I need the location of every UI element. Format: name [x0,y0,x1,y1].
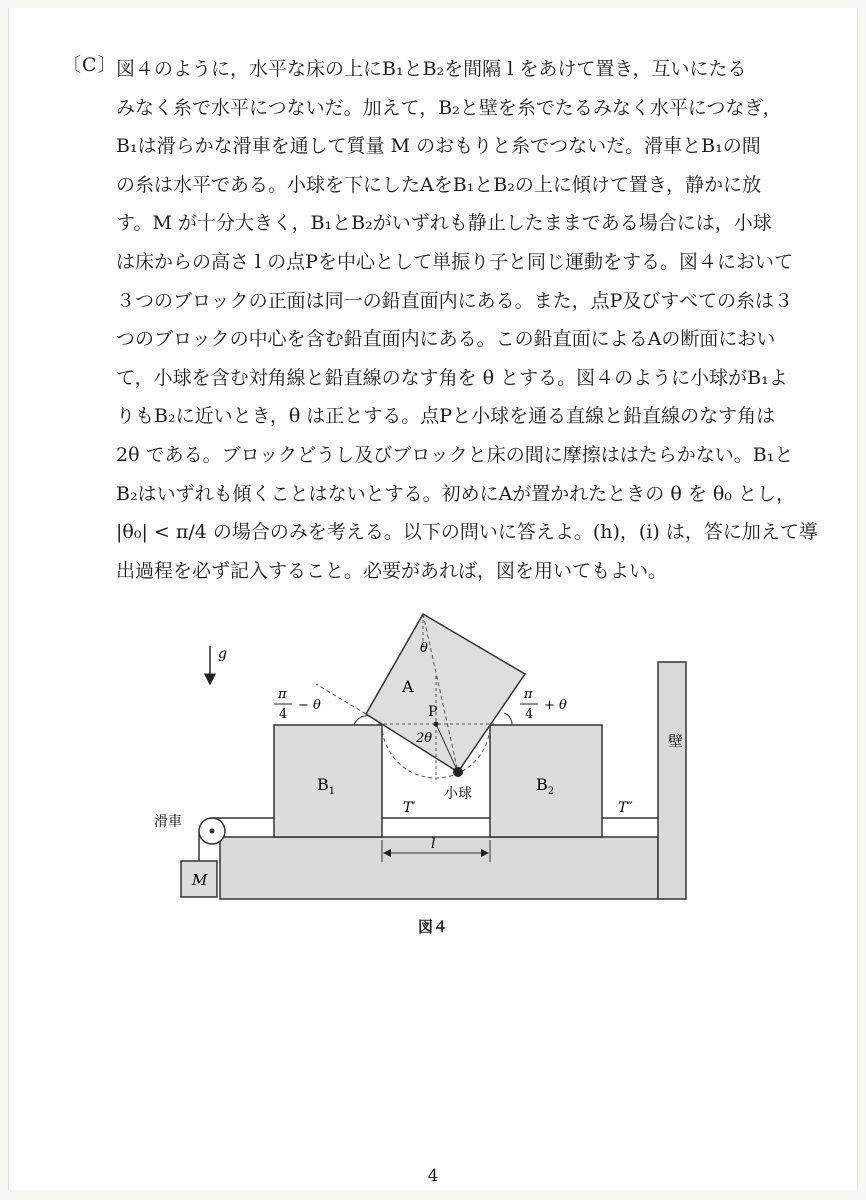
paragraph-line: つのブロックの中心を含む鉛直面内にある。この鉛直面によるAの断面におい [116,328,776,351]
angle-left-label [274,687,321,722]
pulley-axle [210,829,215,834]
paragraph-line: |θ₀| < π/4 の場合のみを考える。以下の問いに答えよ。(h)，(i) は，答に加えて導 [116,521,818,544]
paragraph-line: B₁は滑らかな滑車を通して質量 M のおもりと糸でつないだ。滑車とB₁の間 [116,135,761,158]
paragraph-line: は床からの高さ l の点Pを中心として単振り子と同じ運動をする。図４において [116,250,793,273]
wall [658,662,686,899]
ball-label: 小球 [444,786,472,802]
figure-caption: 図４ [417,918,448,936]
paragraph-line: 図４のように，水平な床の上にB₁とB₂を間隔 l をあけて置き，互いにたる [116,58,747,80]
point-p-label: P [428,704,438,720]
floor [220,837,658,899]
gap-label: l [431,836,436,852]
block-a-label: A [402,677,414,696]
angle-right-label [520,687,567,722]
svg-text:π: π [278,687,287,702]
svg-text:− θ: − θ [298,698,321,713]
svg-text:4: 4 [279,707,288,722]
paragraph-line: て，小球を含む対角線と鉛直線のなす角を θ とする。図４のように小球がB₁よ [116,366,788,389]
section-label: 〔C〕 [62,54,118,76]
paragraph-line: みなく糸で水平につないだ。加えて，B₂と壁を糸でたるみなく水平につなぎ， [116,96,782,119]
svg-text:+ θ: + θ [544,698,567,713]
wall-label: 壁 [668,732,684,750]
angle-right-arc [504,713,512,725]
edge-extension-line [316,684,366,714]
figure-4-diagram [148,612,708,912]
block-b1-label: $B_1$ [317,775,336,797]
paragraph-line: の糸は水平である。小球を下にしたAをB₁とB₂の上に傾けて置き，静かに放 [116,173,762,196]
paragraph-line: B₂はいずれも傾くことはないとする。初めにAが置かれたときの θ を θ₀ とし， [116,482,795,505]
paragraph-line: 出過程を必ず記入すること。必要があれば，図を用いてもよい。 [116,559,668,582]
page-number: 4 [427,1166,439,1186]
gravity-label: g [218,646,227,662]
svg-text:π: π [524,687,533,702]
mass-m-label: M [192,871,208,889]
paragraph-line: す。M が十分大きく，B₁とB₂がいずれも静止したままである場合には，小球 [116,212,772,235]
figure-4 [148,612,708,912]
paragraph-line: ３つのブロックの正面は同一の鉛直面内にある。また，点P及びすべての糸は３ [116,289,794,312]
paragraph-line: りもB₂に近いとき，θ は正とする。点Pと小球を通る直線と鉛直線のなす角は [116,405,776,428]
svg-text:4: 4 [525,707,534,722]
problem-paragraph [116,50,816,590]
point-p [434,722,439,727]
ball [453,767,463,777]
angle-2theta-label: 2θ [416,731,433,746]
pulley-label: 滑車 [154,814,182,830]
angle-left-arc [354,716,370,725]
paragraph-line: 2θ である。ブロックどうし及びブロックと床の間に摩擦ははたらかない。B₁と [116,443,794,466]
tension-t2-label: T″ [618,800,633,816]
block-b2-label: $B_2$ [536,775,555,797]
angle-theta-label: θ [420,641,428,656]
tension-t1-label: T′ [403,800,416,816]
